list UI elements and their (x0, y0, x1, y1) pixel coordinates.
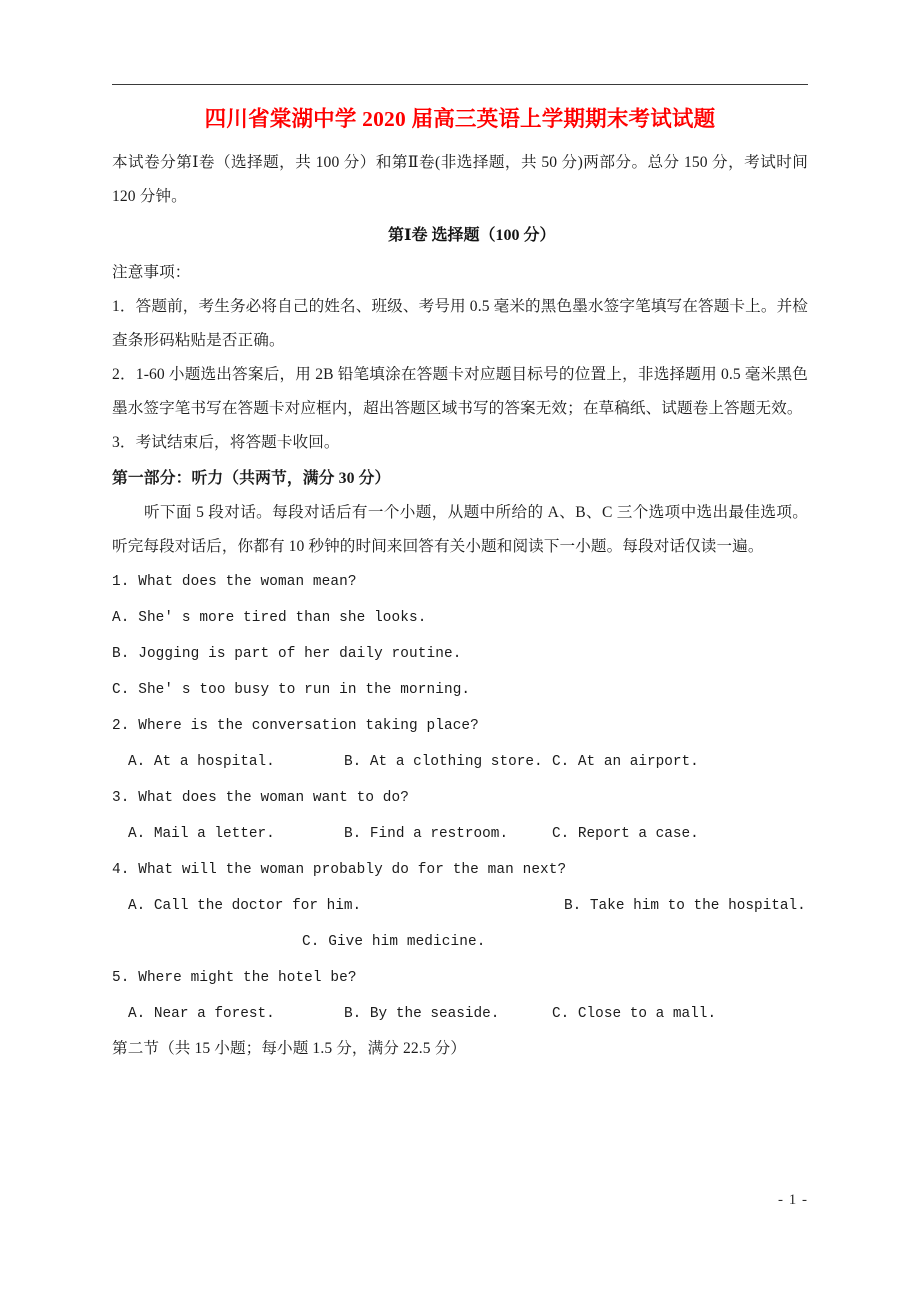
question-1-stem: 1. What does the woman mean? (112, 574, 357, 590)
question-1-option-c[interactable]: C. She' s too busy to run in the morning. (112, 682, 471, 698)
question-4-option-a[interactable]: A. Call the doctor for him. (128, 898, 362, 914)
question-2-stem: 2. Where is the conversation taking place? (112, 718, 479, 734)
question-5-option-b[interactable]: B. By the seaside. (344, 1006, 500, 1022)
notice-item-1: 1．答题前，考生务必将自己的姓名、班级、考号用 0.5 毫米的黑色墨水签字笔填写在答题卡上。并检查条形码粘贴是否正确。 (112, 298, 808, 349)
notice-label: 注意事项： (112, 264, 191, 281)
question-4-option-c[interactable]: C. Give him medicine. (302, 934, 486, 950)
question-5-option-a[interactable]: A. Near a forest. (128, 1006, 275, 1022)
question-2-option-a[interactable]: A. At a hospital. (128, 754, 275, 770)
question-2-options (112, 744, 808, 780)
question-3-options (112, 816, 808, 852)
page-number: - 1 - (778, 1192, 808, 1208)
question-4-stem: 4. What will the woman probably do for the man next? (112, 862, 567, 878)
question-4-option-b[interactable]: B. Take him to the hospital. (564, 898, 806, 914)
listening-part-heading: 第一部分：听力（共两节，满分 30 分） (112, 470, 391, 487)
page-title: 四川省棠湖中学 2020 届高三英语上学期期末考试试题 (204, 107, 716, 131)
question-1-option-a[interactable]: A. She' s more tired than she looks. (112, 610, 427, 626)
question-3-option-a[interactable]: A. Mail a letter. (128, 826, 275, 842)
question-5-option-c[interactable]: C. Close to a mall. (552, 1006, 717, 1022)
question-1-option-b[interactable]: B. Jogging is part of her daily routine. (112, 646, 462, 662)
question-5-stem: 5. Where might the hotel be? (112, 970, 357, 986)
document-content (112, 104, 808, 1066)
notice-item-3: 3．考试结束后，将答题卡收回。 (112, 434, 340, 451)
question-3-stem: 3. What does the woman want to do? (112, 790, 410, 806)
question-3-option-c[interactable]: C. Report a case. (552, 826, 699, 842)
question-5-options (112, 996, 808, 1032)
header-divider-rule (112, 84, 808, 85)
question-4-options-row (112, 888, 808, 924)
question-2-option-c[interactable]: C. At an airport. (552, 754, 699, 770)
listening-section-two-heading: 第二节（共 15 小题；每小题 1.5 分，满分 22.5 分） (112, 1040, 467, 1057)
listening-instruction: 听下面 5 段对话。每段对话后有一个小题，从题中所给的 A、B、C 三个选项中选出最佳选项。听完每段对话后，你都有 10 秒钟的时间来回答有关小题和阅读下一小题。每段对话仅读一遍。 (112, 504, 808, 555)
question-3-option-b[interactable]: B. Find a restroom. (344, 826, 509, 842)
part-one-heading: 第Ⅰ卷 选择题（100 分） (388, 227, 556, 244)
question-2-option-b[interactable]: B. At a clothing store. (344, 754, 543, 770)
intro-paragraph: 本试卷分第Ⅰ卷（选择题，共 100 分）和第Ⅱ卷(非选择题，共 50 分)两部分。总分 150 分，考试时间 120 分钟。 (112, 154, 808, 205)
notice-item-2: 2．1-60 小题选出答案后，用 2B 铅笔填涂在答题卡对应题目标号的位置上，非选择题用 0.5 毫米黑色墨水签字笔书写在答题卡对应框内，超出答题区域书写的答案无效；在草稿纸、试题卷上答题无效。 (112, 366, 808, 417)
